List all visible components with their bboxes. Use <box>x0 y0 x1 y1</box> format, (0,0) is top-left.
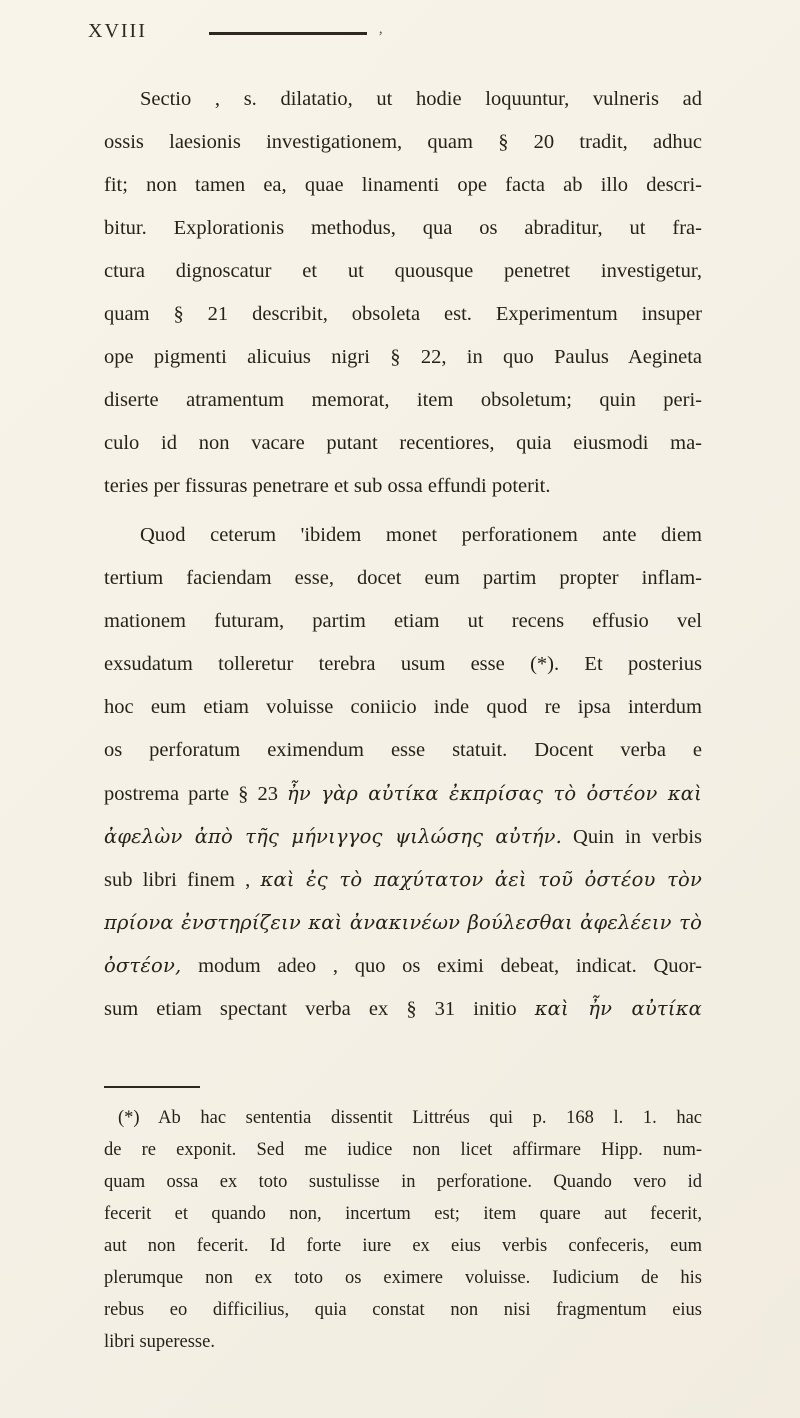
text-line <box>104 600 702 643</box>
header-rule <box>209 32 367 35</box>
text-line <box>104 729 702 772</box>
latin-text-run: teries per fissuras penetrare et sub ossa effundi poterit. <box>104 475 551 497</box>
text-line <box>104 815 702 858</box>
latin-text-run: tertium faciendam esse, docet eum partim propter inflam- <box>104 567 702 589</box>
text-line <box>104 987 702 1030</box>
text-line <box>104 1166 702 1198</box>
latin-text-run: plerumque non ex toto os eximere voluisse. Iudicium de his <box>104 1268 702 1288</box>
text-line <box>104 164 702 207</box>
latin-text-run: fit; non tamen ea, quae linamenti ope facta ab illo descri- <box>104 174 702 196</box>
footnote-text <box>104 1102 702 1358</box>
latin-text-run: Quod ceterum 'ibidem monet perforationem ante diem <box>140 524 702 546</box>
footnote <box>104 1086 702 1358</box>
text-line <box>104 207 702 250</box>
latin-text-run: rebus eo difficilius, quia constat non nisi fragmentum eius <box>104 1300 702 1320</box>
text-line <box>104 1134 702 1166</box>
text-line <box>104 293 702 336</box>
text-line <box>104 78 702 121</box>
text-line <box>104 686 702 729</box>
latin-text-run: ossis laesionis investigationem, quam § 20 tradit, adhuc <box>104 131 702 153</box>
text-line <box>104 465 702 508</box>
text-line <box>104 901 702 944</box>
text-line <box>104 250 702 293</box>
latin-text-run: quam § 21 describit, obsoleta est. Experimentum insuper <box>104 303 702 325</box>
body-text <box>104 78 702 1030</box>
latin-text-run: sum etiam spectant verba ex § 31 initio <box>104 998 535 1020</box>
text-line <box>104 1102 702 1134</box>
text-line <box>104 422 702 465</box>
greek-text-run: πρίονα ἐνστηρίζειν καὶ ἀνακινέων βούλεσθαι ἀφελέειν τὸ <box>104 911 702 934</box>
latin-text-run: Sectio , s. dilatatio, ut hodie loquuntur, vulneris ad <box>140 88 702 110</box>
text-line <box>104 1262 702 1294</box>
text-line <box>104 1230 702 1262</box>
greek-text-run: ὀστέον, <box>104 954 182 977</box>
text-line <box>104 379 702 422</box>
latin-text-run: aut non fecerit. Id forte iure ex eius verbis confeceris, eum <box>104 1236 702 1256</box>
text-line <box>104 772 702 815</box>
footnote-separator-rule <box>104 1086 200 1088</box>
latin-text-run: os perforatum eximendum esse statuit. Docent verba e <box>104 739 702 761</box>
text-line <box>104 1326 702 1358</box>
greek-text-run: καὶ ἦν αὐτίκα <box>534 997 702 1020</box>
page-header <box>88 20 383 43</box>
greek-text-run: ἀφελὼν ἀπὸ τῆς μήνιγγος ψιλώσης αὐτήν. <box>104 825 563 848</box>
latin-text-run: (*) Ab hac sententia dissentit Littréus qui p. 168 l. 1. hac <box>118 1108 702 1128</box>
text-line <box>104 557 702 600</box>
latin-text-run: bitur. Explorationis methodus, qua os abraditur, ut fra- <box>104 217 702 239</box>
latin-text-run: sub libri finem , <box>104 869 261 891</box>
text-line <box>104 514 702 557</box>
latin-text-run: de re exponit. Sed me iudice non licet affirmare Hipp. num- <box>104 1140 702 1160</box>
page-number: XVIII <box>88 20 147 42</box>
latin-text-run: libri superesse. <box>104 1332 215 1352</box>
text-line <box>104 1294 702 1326</box>
latin-text-run: fecerit et quando non, incertum est; item quare aut fecerit, <box>104 1204 702 1224</box>
text-line <box>104 944 702 987</box>
greek-text-run: καὶ ἐς τὸ παχύτατον ἀεὶ τοῦ ὀστέου τὸν <box>260 868 702 891</box>
latin-text-run: culo id non vacare putant recentiores, quia eiusmodi ma- <box>104 432 702 454</box>
header-stray-mark: , <box>378 21 383 37</box>
text-line <box>104 1198 702 1230</box>
paragraph <box>104 78 702 508</box>
paragraph <box>104 514 702 1030</box>
latin-text-run: modum adeo , quo os eximi debeat, indicat. Quor- <box>181 955 702 977</box>
latin-text-run: ctura dignoscatur et ut quousque penetret investigetur, <box>104 260 702 282</box>
text-line <box>104 121 702 164</box>
text-line <box>104 858 702 901</box>
latin-text-run: quam ossa ex toto sustulisse in perforatione. Quando vero id <box>104 1172 702 1192</box>
text-line <box>104 336 702 379</box>
latin-text-run: exsudatum tolleretur terebra usum esse (*). Et posterius <box>104 653 702 675</box>
latin-text-run: mationem futuram, partim etiam ut recens effusio vel <box>104 610 702 632</box>
latin-text-run: postrema parte § 23 <box>104 783 287 805</box>
latin-text-run: ope pigmenti alicuius nigri § 22, in quo Paulus Aegineta <box>104 346 702 368</box>
latin-text-run: diserte atramentum memorat, item obsoletum; quin peri- <box>104 389 702 411</box>
latin-text-run: Quin in verbis <box>562 826 702 848</box>
greek-text-run: ἦν γὰρ αὐτίκα ἐκπρίσας τὸ ὀστέον καὶ <box>286 782 702 805</box>
latin-text-run: hoc eum etiam voluisse coniicio inde quod re ipsa interdum <box>104 696 702 718</box>
text-line <box>104 643 702 686</box>
